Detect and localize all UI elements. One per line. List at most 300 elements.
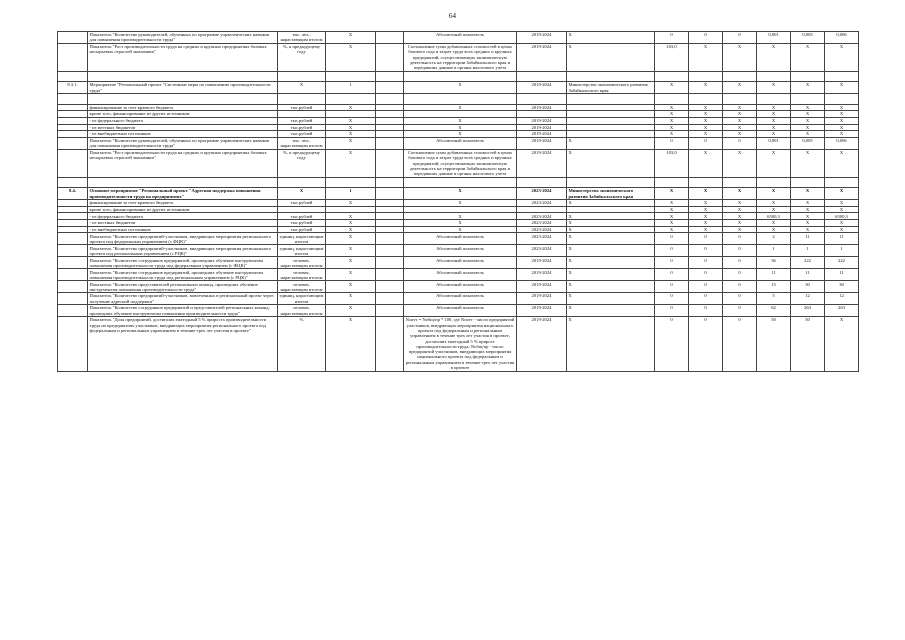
row-responsible: X [567,269,655,281]
row-method: X [404,200,517,207]
row-period: 2019-2024 [517,43,567,71]
row-col4: X [326,317,376,371]
row-value-6: X [825,131,859,138]
row-value-6: 0,006 [825,137,859,149]
row-responsible [567,111,655,118]
row-value-6: 6500,3 [825,213,859,220]
table-row [58,111,859,118]
row-period: 2019-2024 [517,149,567,177]
row-name: Показатель "Количество сотрудников предприятий, прошедших обучение инструментам повышения производительности труда под региональным управлением (с РЦК)" [88,269,278,281]
table-row [58,149,859,177]
row-value-6: 12 [825,293,859,305]
row-value-5: X [791,188,825,200]
row-method: X [404,220,517,227]
row-method: Абсолютный показатель [404,293,517,305]
row-value-3: X [723,213,757,220]
row-number [58,317,88,371]
row-period: 2019-2024 [517,32,567,44]
row-unit: единиц, нарастающим итогом [278,293,326,305]
row-value-1: X [655,104,689,111]
row-value-2: X [689,131,723,138]
row-value-3: X [723,226,757,233]
row-responsible: X [567,32,655,44]
row-method: X [404,117,517,124]
empty-cell [58,177,88,187]
row-value-6: X [825,82,859,94]
row-unit: тыс.рублей [278,213,326,220]
row-value-3: X [723,200,757,207]
row-method: Абсолютный показатель [404,305,517,317]
table-row [58,269,859,281]
row-value-1: 103,0 [655,43,689,71]
row-value-3: X [723,220,757,227]
row-responsible: X [567,43,655,71]
table-row [58,206,859,213]
row-method: Абсолютный показатель [404,257,517,269]
row-value-1: 0 [655,305,689,317]
row-value-6: 1 [825,245,859,257]
row-value-4: 11 [757,269,791,281]
row-value-4: 5 [757,293,791,305]
row-unit: тыс. чел., нарастающим итогом [278,32,326,44]
row-value-4: X [757,43,791,71]
row-value-4: X [757,104,791,111]
row-value-4: 0,001 [757,137,791,149]
row-method: Абсолютный показатель [404,137,517,149]
row-name: финансирование за счет краевого бюджета [88,104,278,111]
empty-cell [278,71,326,81]
row-value-2: X [689,220,723,227]
table-row [58,131,859,138]
row-value-5: 0,005 [791,137,825,149]
row-unit: тыс.рублей [278,220,326,227]
row-value-3: 0 [723,305,757,317]
row-period: 2019-2024 [517,293,567,305]
row-value-5: X [791,124,825,131]
row-col4: 1 [326,82,376,94]
table-row [58,137,859,149]
row-number: 8.4. [58,188,88,200]
row-name: Показатель "Количество предприятий-участников, вовлеченных в региональный проект через получение адресной поддержки" [88,293,278,305]
table-row [58,317,859,371]
row-number [58,281,88,293]
row-name: - из местных бюджетов [88,220,278,227]
row-col5 [376,149,404,177]
row-period [517,206,567,213]
row-value-6: 0,006 [825,32,859,44]
row-value-5: X [791,213,825,220]
row-value-1: 0 [655,32,689,44]
row-value-4: X [757,131,791,138]
row-value-4: X [757,111,791,118]
empty-cell [326,94,376,104]
empty-cell [655,94,689,104]
row-unit: %, к предыдущему году [278,43,326,71]
row-period: 2023-2024 [517,188,567,200]
row-responsible: Министерство экономического развития Забайкальского края [567,188,655,200]
row-value-2: 0 [689,281,723,293]
row-col5 [376,104,404,111]
empty-cell [791,71,825,81]
row-value-2: X [689,206,723,213]
row-value-6: X [825,149,859,177]
row-value-3: 0 [723,245,757,257]
row-value-2: X [689,149,723,177]
row-unit: X [278,188,326,200]
empty-cell [376,177,404,187]
empty-cell [757,94,791,104]
row-col5 [376,206,404,213]
row-number [58,213,88,220]
row-value-3: X [723,43,757,71]
row-value-4: X [757,82,791,94]
row-method [404,206,517,213]
row-value-6: X [825,317,859,371]
row-value-4: X [757,206,791,213]
row-col4: X [326,43,376,71]
row-name: Показатель "Количество предприятий-участников, внедряющих мероприятия регионального проекта под федеральным управлением (с ФЦК)" [88,233,278,245]
row-period: 2019-2024 [517,281,567,293]
row-value-1: X [655,124,689,131]
row-unit: тыс.рублей [278,104,326,111]
row-value-4: 0,001 [757,32,791,44]
row-value-2: X [689,226,723,233]
empty-cell [404,71,517,81]
row-value-6: 11 [825,269,859,281]
row-unit: %, к предыдущему году [278,149,326,177]
row-number [58,111,88,118]
row-number [58,293,88,305]
row-value-2: X [689,124,723,131]
row-value-3: X [723,104,757,111]
row-value-1: X [655,188,689,200]
row-period: 2019-2024 [517,257,567,269]
row-period: 2019-2024 [517,137,567,149]
row-col5 [376,200,404,207]
row-col4: X [326,200,376,207]
row-value-3: 0 [723,269,757,281]
row-col5 [376,124,404,131]
table-row [58,281,859,293]
row-value-3: X [723,149,757,177]
row-value-4: 62 [757,305,791,317]
row-value-3: X [723,111,757,118]
row-number [58,104,88,111]
row-value-4: 6500,3 [757,213,791,220]
row-col5 [376,245,404,257]
table-row [58,43,859,71]
row-value-6: 11 [825,233,859,245]
table-body [58,32,859,372]
row-value-6: X [825,104,859,111]
table-row [58,305,859,317]
row-period: 2023-2024 [517,226,567,233]
row-number [58,43,88,71]
row-col5 [376,233,404,245]
empty-cell [278,94,326,104]
row-responsible [567,104,655,111]
empty-cell [757,71,791,81]
empty-cell [723,94,757,104]
row-value-1: 0 [655,257,689,269]
row-col4: X [326,257,376,269]
row-unit: тыс.рублей [278,200,326,207]
row-value-2: 0 [689,293,723,305]
row-responsible: X [567,200,655,207]
row-value-1: 0 [655,233,689,245]
row-col5 [376,117,404,124]
row-col5 [376,293,404,305]
row-col4: X [326,226,376,233]
row-number: 8.3.1. [58,82,88,94]
row-value-5: 1 [791,245,825,257]
empty-cell [723,71,757,81]
row-number [58,257,88,269]
row-value-3: X [723,206,757,213]
empty-cell [825,94,859,104]
row-method: X [404,226,517,233]
row-unit: единиц, нарастающим итогом [278,233,326,245]
row-name: Основное мероприятие "Региональный проект "Адресная поддержка повышения производительности труда на предприятиях" [88,188,278,200]
row-col4: X [326,213,376,220]
empty-cell [326,71,376,81]
row-responsible: X [567,233,655,245]
row-value-5: X [791,43,825,71]
row-value-5: 222 [791,257,825,269]
row-value-3: 0 [723,281,757,293]
empty-cell [757,177,791,187]
row-value-2: 0 [689,317,723,371]
row-period: 2019-2024 [517,317,567,371]
row-col5 [376,281,404,293]
row-value-1: 0 [655,137,689,149]
row-name: - из федерального бюджета [88,213,278,220]
row-number [58,245,88,257]
empty-cell [404,177,517,187]
row-name: Показатель "Рост производительности труда на средних и крупных предприятиях базовых несырьевых отраслей экономики" [88,43,278,71]
row-value-4: X [757,188,791,200]
row-col5 [376,213,404,220]
row-value-4: X [757,117,791,124]
empty-cell [791,94,825,104]
row-responsible: X [567,305,655,317]
row-value-6: 30 [825,281,859,293]
table-row [58,226,859,233]
row-number [58,124,88,131]
row-value-5: 11 [791,269,825,281]
row-col4: X [326,281,376,293]
row-value-2: X [689,43,723,71]
row-value-5: X [791,226,825,233]
row-name: Мероприятие "Региональный проект "Системные меры по повышению производительности труда" [88,82,278,94]
row-method: X [404,82,517,94]
row-method: Соотношение сумм добавленных стоимостей в ценах базового года и затрат труда всех средних и крупных предприятий, осуществляющих экономическую деятельность на территории Забайкальского края и передавших данные в органы налогового учета [404,149,517,177]
row-unit: человек, нарастающим итогом [278,305,326,317]
row-value-1: X [655,200,689,207]
row-responsible: X [567,281,655,293]
row-name: Показатель "Количество руководителей, обученных по программе управленческих навыков для повышения производительности труда" [88,137,278,149]
row-name: - из внебюджетных источников [88,226,278,233]
row-value-5: 263 [791,305,825,317]
row-value-2: 0 [689,305,723,317]
empty-cell [376,71,404,81]
empty-cell [517,94,567,104]
row-col5 [376,137,404,149]
empty-cell [689,71,723,81]
row-value-2: 0 [689,269,723,281]
row-value-6: 222 [825,257,859,269]
empty-cell [88,94,278,104]
row-period: 2019-2024 [517,269,567,281]
row-col5 [376,82,404,94]
row-col4: X [326,104,376,111]
row-value-1: X [655,226,689,233]
table-row [58,213,859,220]
row-value-5: X [791,200,825,207]
row-unit: X [278,82,326,94]
row-value-4: 15 [757,281,791,293]
row-value-1: X [655,220,689,227]
row-name: финансирование за счет краевого бюджета [88,200,278,207]
row-value-3: X [723,82,757,94]
row-responsible [567,117,655,124]
table-row [58,117,859,124]
row-responsible: X [567,137,655,149]
row-col4: X [326,131,376,138]
row-unit: тыс. чел., нарастающим итогом [278,137,326,149]
row-period: 2019-2024 [517,104,567,111]
row-responsible [567,131,655,138]
row-name: кроме того, финансирование из других источников: [88,111,278,118]
row-responsible: X [567,213,655,220]
empty-cell [689,94,723,104]
row-number [58,269,88,281]
row-responsible [567,124,655,131]
row-number [58,220,88,227]
row-period: 2023-2024 [517,233,567,245]
empty-cell [567,71,655,81]
row-value-3: 0 [723,137,757,149]
spacer-row [58,94,859,104]
row-value-6: X [825,220,859,227]
empty-cell [376,94,404,104]
row-method: X [404,213,517,220]
table-row [58,32,859,44]
row-value-5: X [791,117,825,124]
empty-cell [689,177,723,187]
row-col5 [376,32,404,44]
row-value-1: X [655,117,689,124]
row-value-2: X [689,117,723,124]
row-col4: X [326,124,376,131]
row-col5 [376,317,404,371]
row-responsible [567,206,655,213]
row-col4: X [326,137,376,149]
table-row [58,200,859,207]
row-value-5: X [791,131,825,138]
row-method: X [404,131,517,138]
row-value-2: X [689,111,723,118]
row-name: Показатель "Рост производительности труда на средних и крупных предприятиях базовых несырьевых отраслей экономики" [88,149,278,177]
row-period: 2023-2024 [517,245,567,257]
row-value-6: X [825,117,859,124]
row-value-4: 1 [757,245,791,257]
row-value-1: 103,0 [655,149,689,177]
row-period: 2019-2024 [517,117,567,124]
row-value-5: 0,005 [791,32,825,44]
row-name: - из внебюджетных источников [88,131,278,138]
row-value-2: 0 [689,32,723,44]
row-value-5: 30 [791,281,825,293]
row-value-5: 50 [791,317,825,371]
row-value-5: 12 [791,293,825,305]
spacer-row [58,177,859,187]
row-name: Показатель "Количество сотрудников предприятий и представителей региональных команд, прошедших обучение инструментам повышения производительности труда" [88,305,278,317]
empty-cell [278,177,326,187]
row-number [58,206,88,213]
row-value-3: 0 [723,317,757,371]
empty-cell [655,177,689,187]
row-value-1: X [655,82,689,94]
row-col4: X [326,149,376,177]
row-responsible: X [567,245,655,257]
row-unit: тыс.рублей [278,117,326,124]
row-period: 2023-2024 [517,220,567,227]
row-value-4: 50 [757,317,791,371]
row-unit: человек, нарастающим итогом [278,257,326,269]
row-method: X [404,188,517,200]
row-value-6: X [825,226,859,233]
row-col4: X [326,269,376,281]
row-value-5: X [791,149,825,177]
row-name: - из местных бюджетов [88,124,278,131]
row-period: 2023-2024 [517,200,567,207]
row-value-5: X [791,104,825,111]
table-row [58,104,859,111]
row-value-6: X [825,206,859,213]
row-number [58,32,88,44]
table-row [58,233,859,245]
empty-cell [517,71,567,81]
row-col4: X [326,220,376,227]
row-method: X [404,124,517,131]
row-col4 [326,111,376,118]
empty-cell [88,71,278,81]
row-value-1: 0 [655,269,689,281]
row-value-6: X [825,200,859,207]
row-value-4: 36 [757,257,791,269]
row-number [58,117,88,124]
row-value-1: 0 [655,281,689,293]
row-name: Показатель "Количество предприятий-участников, внедряющих мероприятия регионального проекта под региональным управлением (с РЦК)" [88,245,278,257]
empty-cell [825,71,859,81]
row-value-1: X [655,213,689,220]
table-row [58,293,859,305]
row-method: Абсолютный показатель [404,233,517,245]
row-name: Показатель "Количество руководителей, обученных по программе управленческих навыков для повышения производительности труда" [88,32,278,44]
row-name: кроме того, финансирование из других источников: [88,206,278,213]
row-unit: тыс.рублей [278,124,326,131]
empty-cell [825,177,859,187]
row-value-5: X [791,220,825,227]
row-method: Абсолютный показатель [404,281,517,293]
row-responsible: X [567,149,655,177]
empty-cell [791,177,825,187]
table-row [58,82,859,94]
row-method: Соотношение сумм добавленных стоимостей в ценах базового года и затрат труда всех средних и крупных предприятий, осуществляющих экономическую деятельность на территории Забайкальского края и передавших данные в органы налогового учета [404,43,517,71]
row-col4 [326,206,376,213]
row-value-6: X [825,124,859,131]
